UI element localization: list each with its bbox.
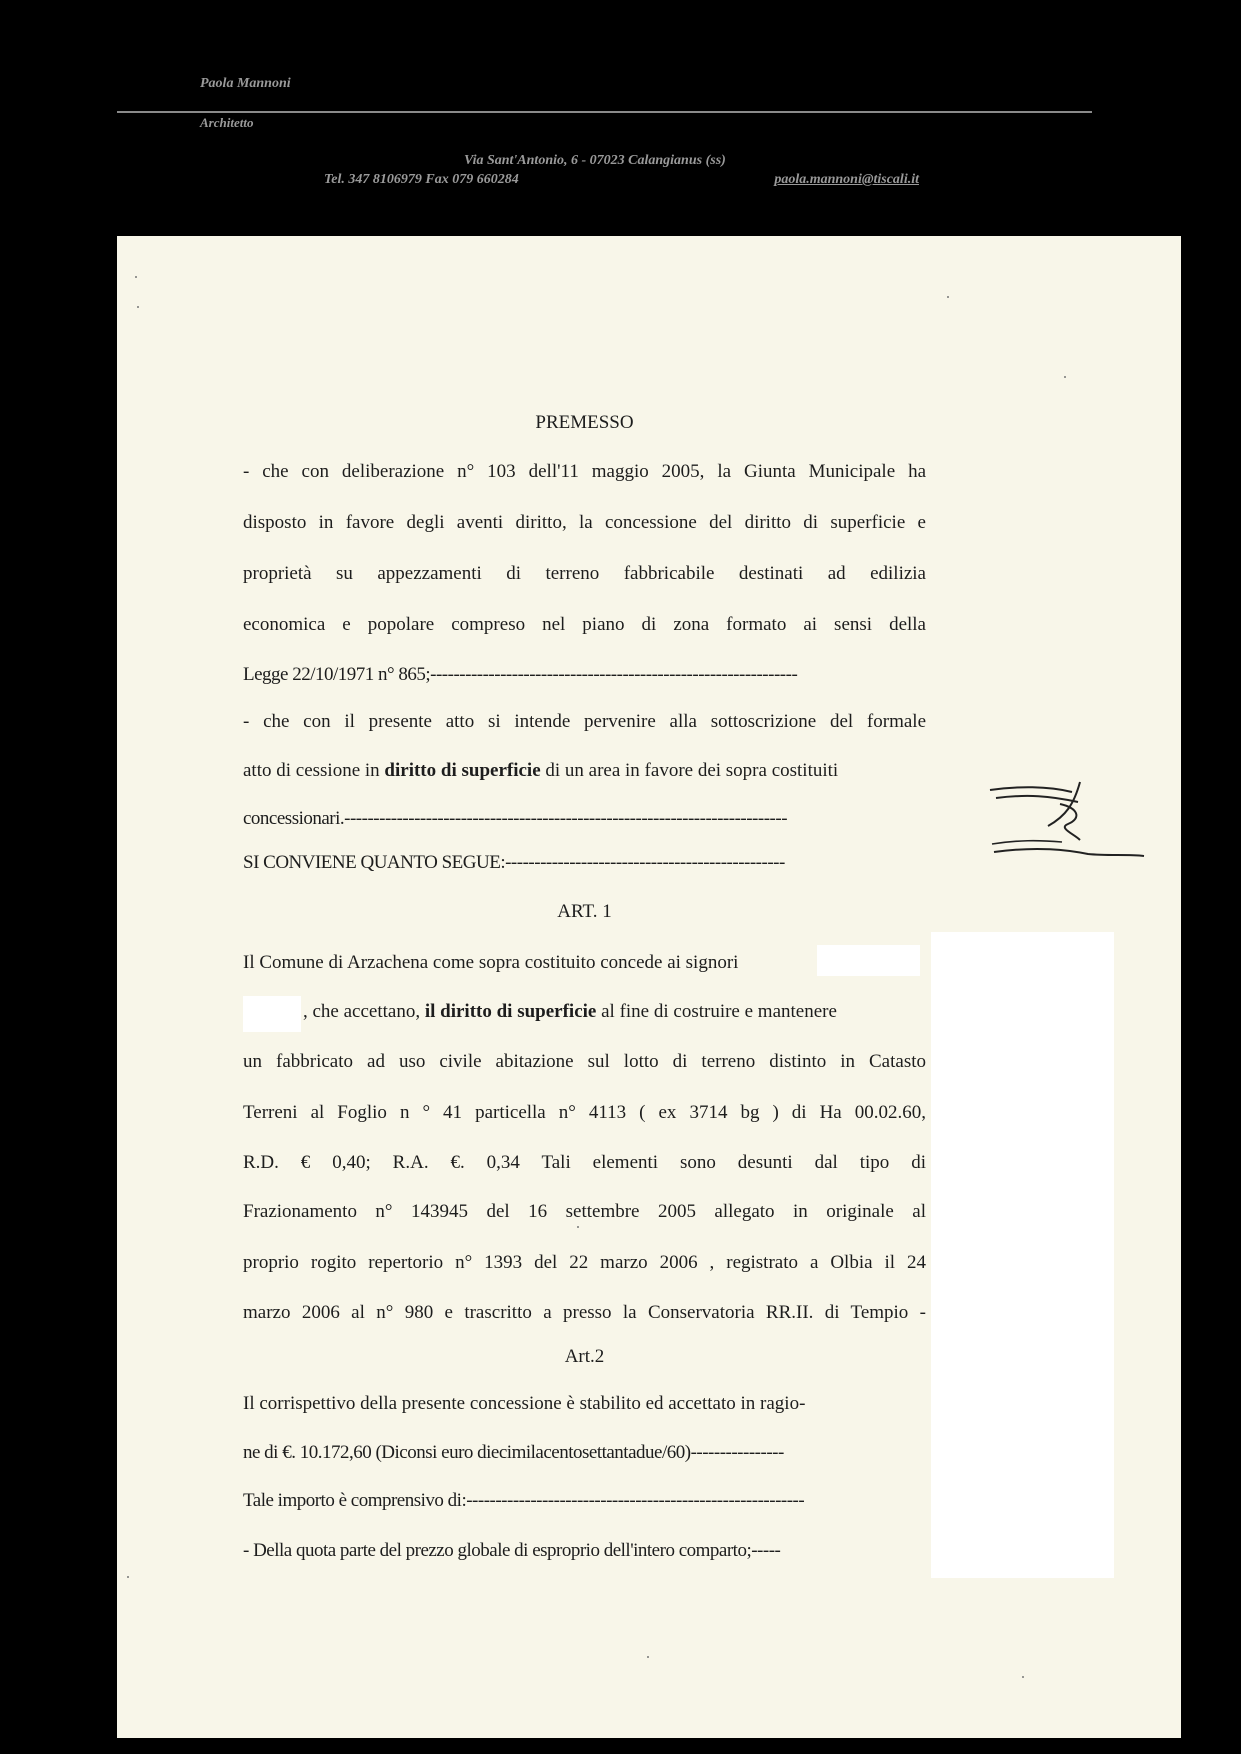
clause-text: atto di cessione in bbox=[243, 760, 385, 781]
art2-line: - Della quota parte del prezzo globale di esproprio dell'intero comparto;----- bbox=[243, 1540, 781, 1561]
art2-heading: Art.2 bbox=[564, 1346, 605, 1367]
art1-line: Il Comune di Arzachena come sopra costituito concede ai signori bbox=[243, 952, 739, 973]
art1-text: al fine di costruire e mantenere bbox=[596, 1001, 837, 1022]
clause-bold-text: diritto di superficie bbox=[384, 760, 541, 781]
premesso-line: disposto in favore degli aventi diritto, la concessione del diritto di superficie e bbox=[243, 512, 926, 533]
letterhead-phone-fax: Tel. 347 8106979 Fax 079 660284 bbox=[324, 172, 519, 187]
letterhead-divider bbox=[117, 111, 1092, 113]
handwritten-signature bbox=[988, 774, 1148, 864]
art1-heading: ART. 1 bbox=[557, 901, 612, 922]
premesso-line: economica e popolare compreso nel piano di zona formato ai sensi della bbox=[243, 614, 926, 635]
letterhead-email[interactable]: paola.mannoni@tiscali.it bbox=[774, 172, 919, 187]
art2-line: Tale importo è comprensivo di:---------------------------------------------------------- bbox=[243, 1490, 805, 1511]
premesso-line: Legge 22/10/1971 n° 865;--------------------------------------------------------------- bbox=[243, 664, 798, 685]
art2-line: ne di €. 10.172,60 (Diconsi euro diecimilacentosettantadue/60)---------------- bbox=[243, 1442, 784, 1463]
art1-text: , che accettano, bbox=[303, 1001, 425, 1022]
art1-line: un fabbricato ad uso civile abitazione sul lotto di terreno distinto in Catasto bbox=[243, 1051, 926, 1072]
art1-line-bold-mixed bbox=[303, 1001, 837, 1023]
clause-line: concessionari.---------------------------------------------------------------------------- bbox=[243, 808, 788, 829]
redaction-box bbox=[243, 996, 301, 1032]
art1-line: Terreni al Foglio n ° 41 particella n° 4113 ( ex 3714 bg ) di Ha 00.02.60, bbox=[243, 1102, 926, 1123]
art2-line: Il corrispettivo della presente concessione è stabilito ed accettato in ragio- bbox=[243, 1393, 806, 1414]
premesso-line: proprietà su appezzamenti di terreno fabbricabile destinati ad edilizia bbox=[243, 563, 926, 584]
art1-line: Frazionamento n° 143945 del 16 settembre 2005 allegato in originale al bbox=[243, 1201, 926, 1222]
art1-line: R.D. € 0,40; R.A. €. 0,34 Tali elementi sono desunti dal tipo di bbox=[243, 1152, 926, 1173]
clause-line-bold-mixed bbox=[243, 760, 838, 782]
architect-name: Paola Mannoni bbox=[200, 76, 291, 91]
letterhead-contact bbox=[324, 172, 919, 188]
redaction-box bbox=[931, 932, 1114, 1578]
art1-line: marzo 2006 al n° 980 e trascritto a presso la Conservatoria RR.II. di Tempio - bbox=[243, 1302, 926, 1323]
si-conviene-line: SI CONVIENE QUANTO SEGUE:------------------------------------------------ bbox=[243, 852, 785, 873]
clause-text: di un area in favore dei sopra costituiti bbox=[540, 760, 839, 781]
architect-title: Architetto bbox=[200, 115, 254, 130]
premesso-line: - che con deliberazione n° 103 dell'11 maggio 2005, la Giunta Municipale ha bbox=[243, 461, 926, 482]
clause-line: - che con il presente atto si intende pervenire alla sottoscrizione del formale bbox=[243, 711, 926, 732]
letterhead-address: Via Sant'Antonio, 6 - 07023 Calangianus (ss) bbox=[464, 153, 726, 168]
art1-line: proprio rogito repertorio n° 1393 del 22 marzo 2006 , registrato a Olbia il 24 bbox=[243, 1252, 926, 1273]
redaction-box bbox=[817, 945, 920, 976]
premesso-heading: PREMESSO bbox=[535, 412, 634, 433]
art1-bold-text: il diritto di superficie bbox=[424, 1001, 597, 1022]
